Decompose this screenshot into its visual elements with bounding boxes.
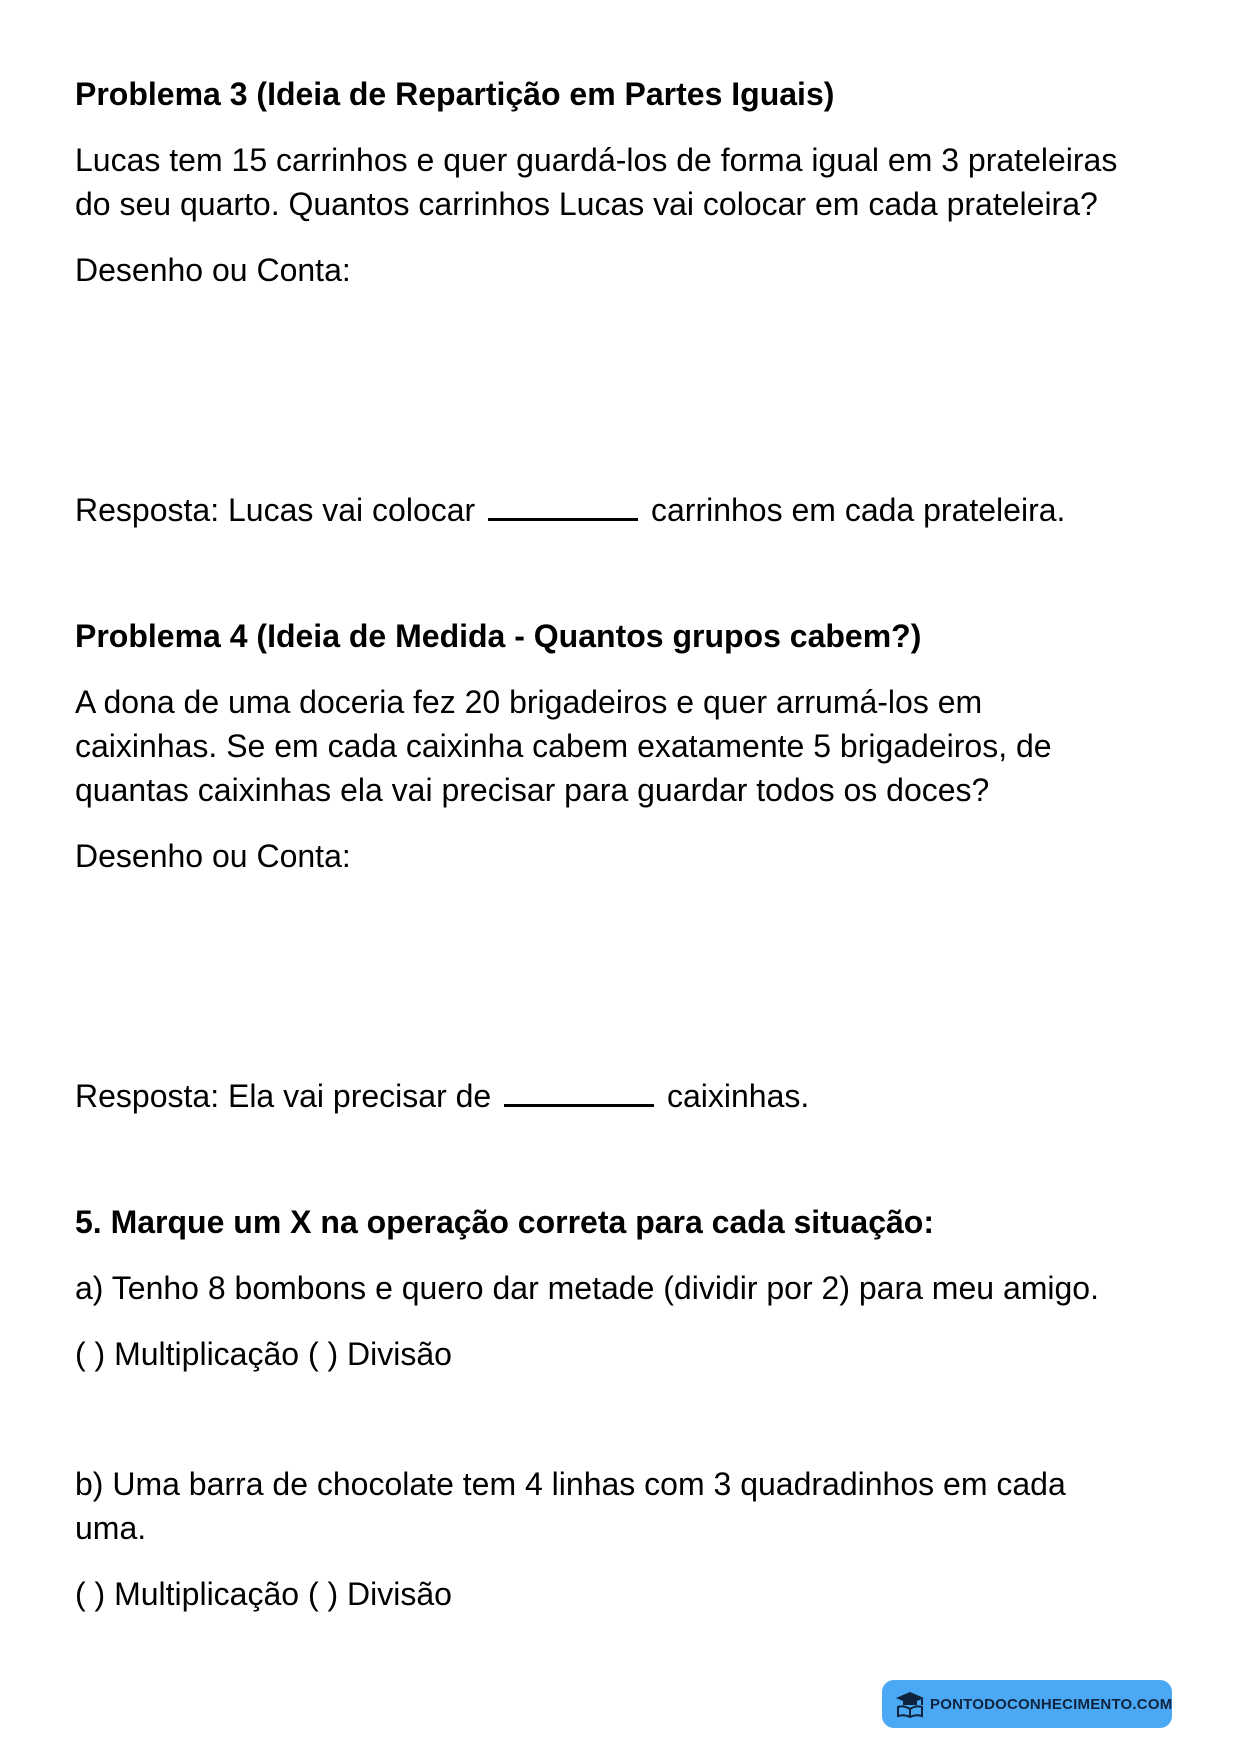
problem-4-work-label: Desenho ou Conta: bbox=[75, 838, 351, 874]
problem-3-answer-blank[interactable] bbox=[488, 488, 638, 521]
graduation-book-icon bbox=[894, 1688, 926, 1720]
problem-4-answer-suffix: caixinhas. bbox=[666, 1078, 810, 1114]
question-5-item-b-text-line-1: b) Uma barra de chocolate tem 4 linhas com 3 quadradinhos em cada bbox=[75, 1466, 1066, 1502]
problem-4-answer bbox=[75, 1074, 809, 1118]
problem-3-answer-prefix: Resposta: Lucas vai colocar bbox=[75, 492, 476, 528]
problem-4-answer-blank[interactable] bbox=[504, 1074, 654, 1107]
problem-4-text-line-1: A dona de uma doceria fez 20 brigadeiros e quer arrumá-los em bbox=[75, 684, 983, 720]
problem-3-answer bbox=[75, 488, 1065, 532]
problem-4-text-line-3: quantas caixinhas ela vai precisar para guardar todos os doces? bbox=[75, 772, 990, 808]
problem-3-work-label: Desenho ou Conta: bbox=[75, 252, 351, 288]
problem-4-answer-prefix: Resposta: Ela vai precisar de bbox=[75, 1078, 492, 1114]
problem-3-text-line-1: Lucas tem 15 carrinhos e quer guardá-los de forma igual em 3 prateleiras bbox=[75, 142, 1118, 178]
footer-brand-text: PONTODOCONHECIMENTO.COM bbox=[930, 1695, 1173, 1713]
problem-4-text-line-2: caixinhas. Se em cada caixinha cabem exatamente 5 brigadeiros, de bbox=[75, 728, 1052, 764]
footer-brand-badge[interactable] bbox=[882, 1680, 1172, 1728]
question-5-item-b-options[interactable]: ( ) Multiplicação ( ) Divisão bbox=[75, 1576, 452, 1612]
question-5-item-b-text-line-2: uma. bbox=[75, 1510, 147, 1546]
problem-4-title: Problema 4 (Ideia de Medida - Quantos grupos cabem?) bbox=[75, 618, 922, 654]
problem-3-title: Problema 3 (Ideia de Repartição em Partes Iguais) bbox=[75, 76, 835, 112]
question-5-item-a-options[interactable]: ( ) Multiplicação ( ) Divisão bbox=[75, 1336, 452, 1372]
question-5-item-a-text: a) Tenho 8 bombons e quero dar metade (dividir por 2) para meu amigo. bbox=[75, 1270, 1099, 1306]
problem-3-text-line-2: do seu quarto. Quantos carrinhos Lucas vai colocar em cada prateleira? bbox=[75, 186, 1098, 222]
problem-3-answer-suffix: carrinhos em cada prateleira. bbox=[650, 492, 1066, 528]
question-5-title: 5. Marque um X na operação correta para cada situação: bbox=[75, 1204, 934, 1240]
